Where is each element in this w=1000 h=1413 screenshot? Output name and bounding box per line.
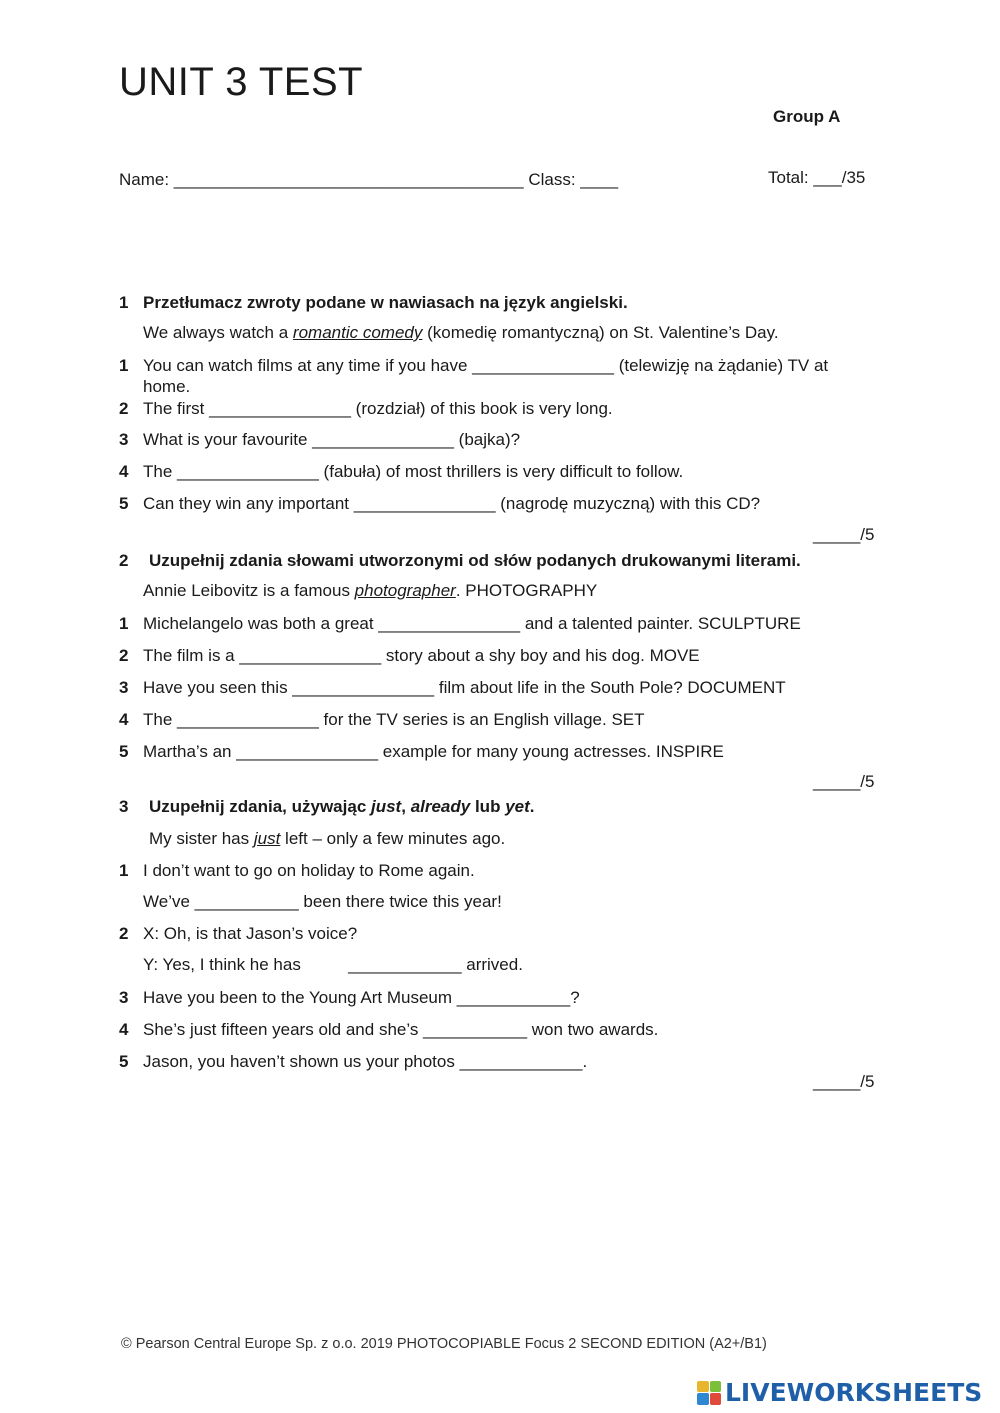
list-item: 1 You can watch films at any time if you have _______________ (telewizję na żądanie) TV at home. — [119, 356, 829, 396]
logo-text: LIVEWORKSHEETS — [725, 1378, 983, 1407]
section-1-example: We always watch a romantic comedy (komedię romantyczną) on St. Valentine’s Day. — [143, 323, 779, 342]
list-item: 4 The _______________ for the TV series is an English village. SET — [119, 710, 645, 729]
liveworksheets-icon — [697, 1381, 721, 1405]
section-3-example: My sister has just left – only a few minutes ago. — [149, 829, 506, 848]
list-item: 1 Michelangelo was both a great _______________ and a talented painter. SCULPTURE — [119, 614, 801, 633]
liveworksheets-logo[interactable] — [697, 1378, 982, 1407]
section-instruction: Uzupełnij zdania, używając just, already lub yet. — [149, 797, 535, 816]
section-number: 3 — [119, 797, 129, 816]
section-2-heading — [119, 550, 801, 571]
name-class-line: Name: _____________________________________ Class: ____ — [119, 170, 619, 189]
list-item: 3 Have you been to the Young Art Museum ____________? — [119, 988, 580, 1007]
section-instruction: Przetłumacz zwroty podane w nawiasach na język angielski. — [143, 293, 628, 312]
list-item: 2 The first _______________ (rozdział) of this book is very long. — [119, 399, 613, 418]
section-1-heading — [119, 292, 628, 313]
list-item: 2 X: Oh, is that Jason’s voice? — [119, 924, 358, 943]
list-item-line: Y: Yes, I think he has ____________ arrived. — [143, 955, 523, 974]
copyright-footer: © Pearson Central Europe Sp. z o.o. 2019 PHOTOCOPIABLE Focus 2 SECOND EDITION (A2+/B1) — [121, 1336, 767, 1352]
example-answer: photographer — [354, 581, 456, 600]
list-item: 1 I don’t want to go on holiday to Rome again. — [119, 861, 475, 880]
list-item: 4 The _______________ (fabuła) of most thrillers is very difficult to follow. — [119, 462, 684, 481]
list-item: 3 What is your favourite _______________ (bajka)? — [119, 430, 521, 449]
total-score: Total: ___/35 — [768, 168, 866, 187]
section-3-score: _____/5 — [813, 1072, 875, 1091]
list-item: 5 Jason, you haven’t shown us your photos _____________. — [119, 1052, 588, 1071]
list-item: 5 Can they win any important _______________ (nagrodę muzyczną) with this CD? — [119, 494, 761, 513]
list-item: 5 Martha’s an _______________ example for many young actresses. INSPIRE — [119, 742, 724, 761]
list-item: 3 Have you seen this _______________ film about life in the South Pole? DOCUMENT — [119, 678, 786, 697]
list-item: 2 The film is a _______________ story about a shy boy and his dog. MOVE — [119, 646, 700, 665]
group-label: Group A — [773, 107, 841, 126]
section-instruction: Uzupełnij zdania słowami utworzonymi od słów podanych drukowanymi literami. — [149, 551, 801, 570]
list-item-line: We’ve ___________ been there twice this year! — [143, 892, 502, 911]
list-item: 4 She’s just fifteen years old and she’s ___________ won two awards. — [119, 1020, 659, 1039]
example-answer: just — [253, 829, 281, 848]
section-number: 1 — [119, 293, 129, 312]
section-number: 2 — [119, 551, 129, 570]
example-answer: romantic comedy — [292, 323, 423, 342]
section-1-score: _____/5 — [813, 525, 875, 544]
section-2-score: _____/5 — [813, 772, 875, 791]
section-2-example: Annie Leibovitz is a famous photographer. PHOTOGRAPHY — [143, 581, 598, 600]
section-3-heading — [119, 796, 535, 817]
page-title: UNIT 3 TEST — [119, 60, 364, 104]
